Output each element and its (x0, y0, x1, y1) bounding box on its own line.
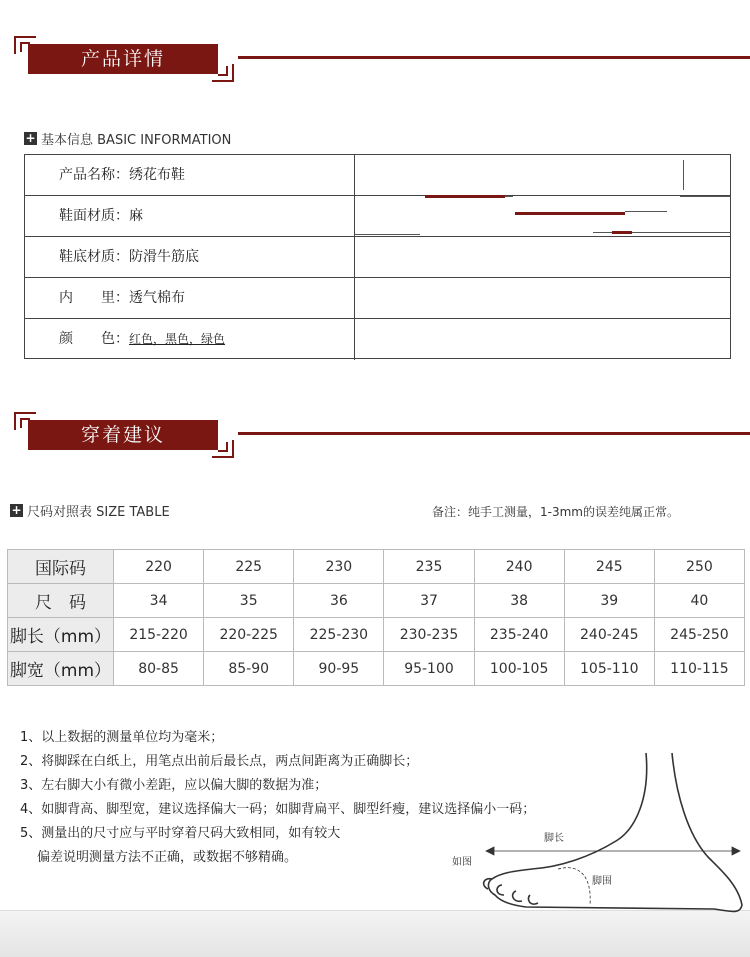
plus-icon: + (11, 503, 22, 517)
info-value: 绣花布鞋 (129, 167, 185, 183)
row-label: 脚长（mm） (8, 618, 114, 652)
info-key: 颜 色： (59, 331, 129, 347)
table-row (8, 618, 745, 652)
info-value: 麻 (129, 208, 143, 224)
info-value: 透气棉布 (129, 290, 185, 306)
details-title: 产品详情 (28, 44, 218, 74)
table-cell: 245-250 (654, 618, 744, 652)
decor-line (625, 211, 667, 212)
info-row-sole (25, 237, 730, 278)
list-item: 1、以上数据的测量单位均为毫米； (20, 730, 224, 745)
table-cell: 220 (114, 550, 204, 584)
size-table (7, 549, 745, 686)
table-cell: 37 (384, 584, 474, 618)
table-cell: 80-85 (114, 652, 204, 686)
table-cell: 85-90 (204, 652, 294, 686)
table-cell: 230-235 (384, 618, 474, 652)
banner-rule (238, 56, 750, 59)
foot-illustration (440, 745, 750, 925)
basic-info-heading-text: 基本信息 BASIC INFORMATION (41, 133, 232, 148)
size-note: 备注：纯手工测量，1-3mm的误差纯属正常。 (432, 505, 679, 519)
table-row (8, 550, 745, 584)
row-label: 国际码 (8, 550, 114, 584)
table-cell: 230 (294, 550, 384, 584)
info-key: 鞋底材质： (59, 249, 129, 265)
table-cell: 35 (204, 584, 294, 618)
decor-line (505, 196, 513, 197)
table-cell: 105-110 (564, 652, 654, 686)
list-item: 3、左右脚大小有微小差距，应以偏大脚的数据为准； (20, 778, 328, 793)
table-cell: 240-245 (564, 618, 654, 652)
info-key: 产品名称： (59, 167, 129, 183)
table-cell: 40 (654, 584, 744, 618)
info-row-name (25, 155, 730, 196)
table-cell: 90-95 (294, 652, 384, 686)
list-item: 5、测量出的尺寸应与平时穿着尺码大致相同，如有较大 (20, 826, 341, 841)
info-value: 红色，黑色，绿色 (129, 332, 226, 346)
foot-length-label: 脚长 (544, 833, 564, 844)
banner-rule (238, 432, 750, 435)
corner-ornament-icon (212, 64, 234, 82)
wear-banner (0, 412, 750, 458)
decor-line (425, 195, 505, 198)
table-cell: 250 (654, 550, 744, 584)
details-banner (0, 36, 750, 82)
table-cell: 225-230 (294, 618, 384, 652)
table-row (8, 584, 745, 618)
decor-line (515, 212, 625, 215)
wear-title: 穿着建议 (28, 420, 218, 450)
info-row-lining (25, 278, 730, 319)
table-cell: 245 (564, 550, 654, 584)
basic-info-heading (24, 129, 231, 148)
foot-girth-label: 脚围 (592, 876, 612, 887)
table-cell: 110-115 (654, 652, 744, 686)
corner-ornament-icon (212, 440, 234, 458)
table-cell: 36 (294, 584, 384, 618)
table-cell: 220-225 (204, 618, 294, 652)
table-cell: 95-100 (384, 652, 474, 686)
table-cell: 38 (474, 584, 564, 618)
info-key: 内 里： (59, 290, 129, 306)
size-table-heading (10, 501, 170, 520)
table-cell: 240 (474, 550, 564, 584)
table-cell: 225 (204, 550, 294, 584)
decor-line (683, 160, 684, 190)
table-cell: 34 (114, 584, 204, 618)
table-cell: 215-220 (114, 618, 204, 652)
decor-line (612, 231, 632, 234)
list-item: 2、将脚踩在白纸上，用笔点出前后最长点，两点间距离为正确脚长； (20, 754, 419, 769)
list-item: 偏差说明测量方法不正确，或数据不够精确。 (37, 850, 298, 865)
table-row (8, 652, 745, 686)
basic-info-table (24, 154, 731, 359)
size-table-heading-text: 尺码对照表 SIZE TABLE (27, 505, 170, 520)
table-cell: 39 (564, 584, 654, 618)
row-label: 脚宽（mm） (8, 652, 114, 686)
list-item: 4、如脚背高、脚型宽，建议选择偏大一码；如脚背扁平、脚型纤瘦，建议选择偏小一码； (20, 802, 536, 817)
foot-example-label: 如图 (452, 857, 472, 868)
info-key: 鞋面材质： (59, 208, 129, 224)
row-label: 尺 码 (8, 584, 114, 618)
table-cell: 235-240 (474, 618, 564, 652)
info-row-color (25, 319, 730, 360)
decor-line (355, 234, 420, 235)
table-cell: 100-105 (474, 652, 564, 686)
decor-line (680, 196, 730, 197)
info-value: 防滑牛筋底 (129, 249, 199, 265)
plus-icon: + (25, 131, 36, 145)
table-cell: 235 (384, 550, 474, 584)
